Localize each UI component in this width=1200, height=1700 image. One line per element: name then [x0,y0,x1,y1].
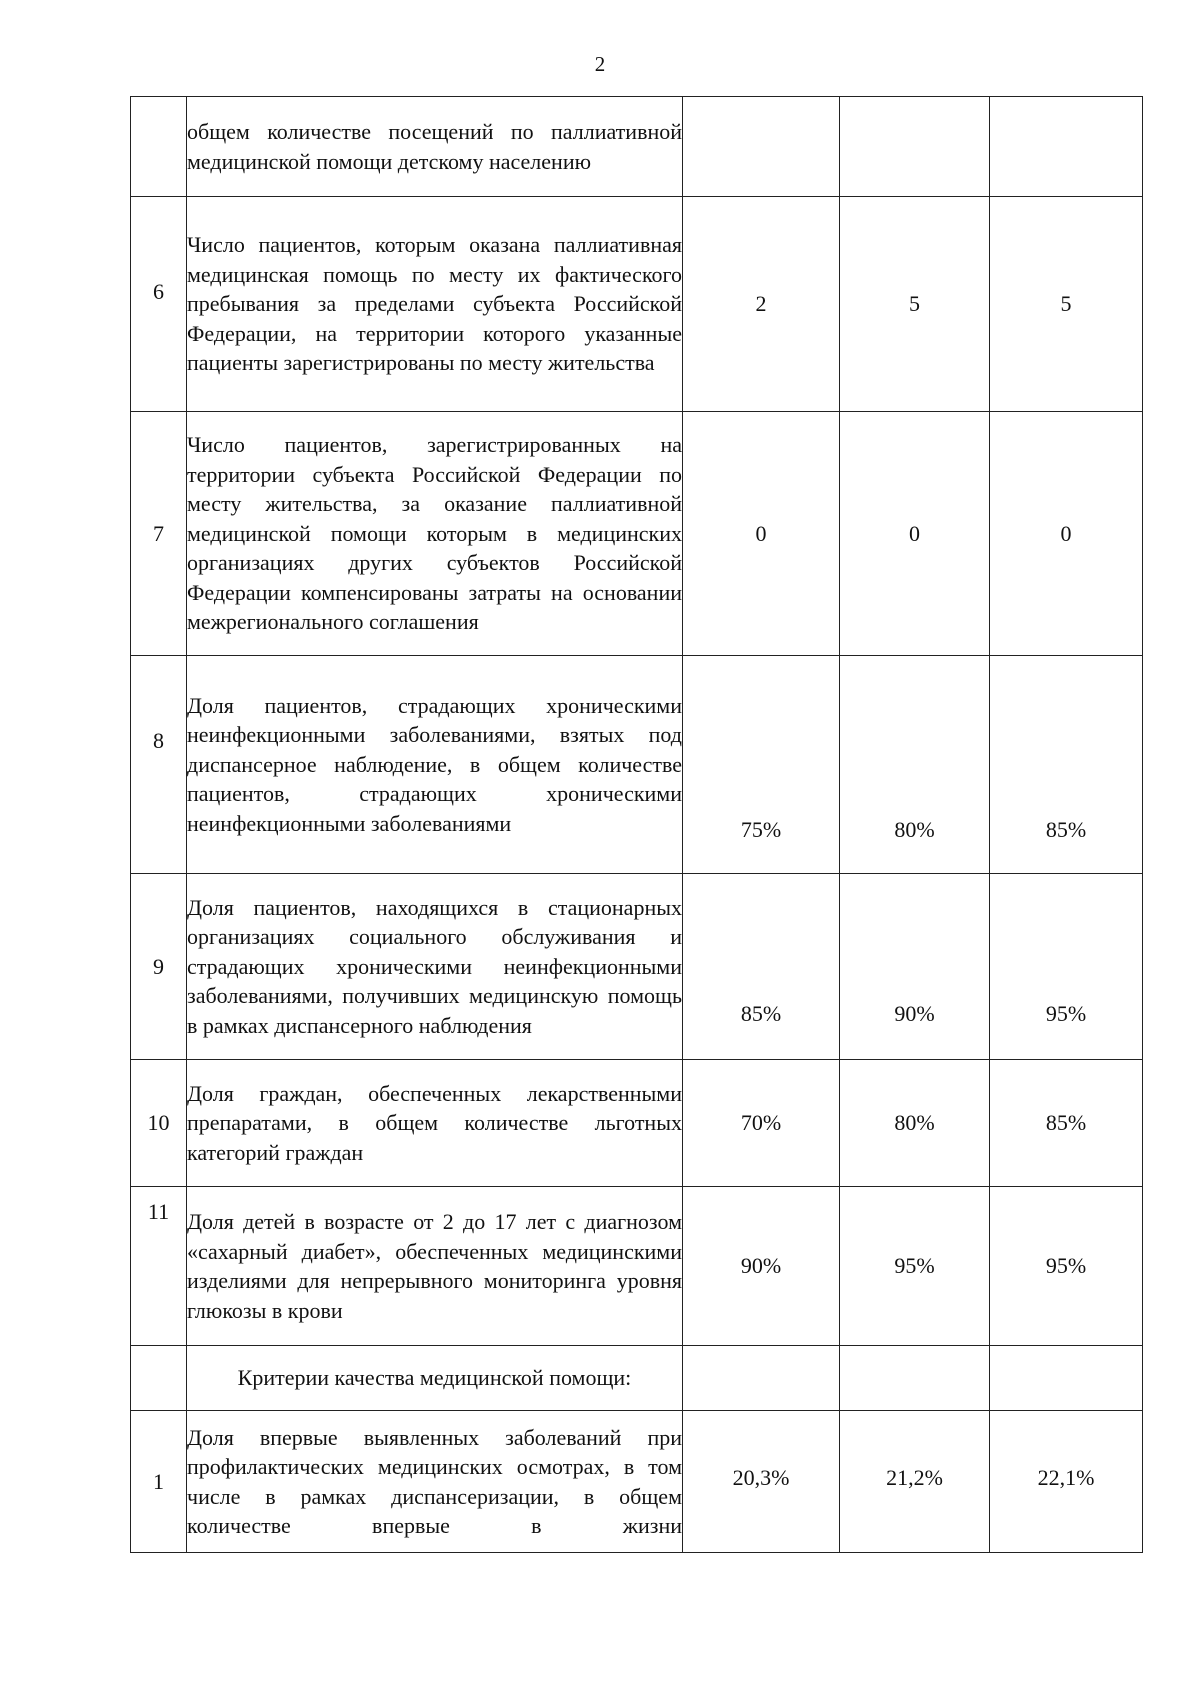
table-row [131,1060,1143,1187]
value-col-1: 0 [683,412,840,656]
value-col-3: 95% [990,1187,1143,1346]
row-number: 7 [131,412,187,656]
page-number: 2 [594,52,606,76]
value-col-3: 85% [990,1060,1143,1187]
row-description: Доля пациентов, страдающих хроническими неинфекционными заболеваниями, взятых под диспансерное наблюдение, в общем количестве пациентов, страдающих хроническими неинфекционными заболеваниями [187,656,683,874]
row-description: Доля детей в возрасте от 2 до 17 лет с диагнозом «сахарный диабет», обеспеченных медицинскими изделиями для непрерывного мониторинга уровня глюкозы в крови [187,1187,683,1346]
value-col-3: 22,1% [990,1411,1143,1553]
value-col-2: 80% [840,656,990,874]
value-col-2: 95% [840,1187,990,1346]
table-row [131,197,1143,412]
value-col-1: 90% [683,1187,840,1346]
row-number: 1 [131,1411,187,1553]
row-description: Число пациентов, зарегистрированных на территории субъекта Российской Федерации по месту жительства, за оказание паллиативной медицинской помощи которым в медицинских организациях других субъектов Российской Федерации компенсированы затраты на основании межрегионального соглашения [187,412,683,656]
row-description: Доля граждан, обеспеченных лекарственными препаратами, в общем количестве льготных категорий граждан [187,1060,683,1187]
row-number: 10 [131,1060,187,1187]
value-col-3 [990,97,1143,197]
row-number: 11 [131,1187,187,1346]
table-row [131,1346,1143,1411]
value-col-1: 2 [683,197,840,412]
row-number: 9 [131,874,187,1060]
row-number: 6 [131,197,187,412]
value-col-1 [683,97,840,197]
value-col-3: 0 [990,412,1143,656]
value-col-2 [840,1346,990,1411]
row-description: Доля впервые выявленных заболеваний при профилактических медицинских осмотрах, в том числе в рамках диспансеризации, в общем количестве впервые в жизни [187,1411,683,1553]
indicators-table [130,96,1143,1553]
row-description: Число пациентов, которым оказана паллиативная медицинская помощь по месту их фактического пребывания за пределами субъекта Российской Федерации, на территории которого указанные пациенты зарегистрированы по месту жительства [187,197,683,412]
value-col-1 [683,1346,840,1411]
value-col-2: 5 [840,197,990,412]
value-col-3 [990,1346,1143,1411]
row-number [131,97,187,197]
value-col-1: 85% [683,874,840,1060]
value-col-2: 90% [840,874,990,1060]
table-row [131,1411,1143,1553]
value-col-1: 75% [683,656,840,874]
value-col-2: 21,2% [840,1411,990,1553]
table-row [131,656,1143,874]
value-col-3: 5 [990,197,1143,412]
row-description: общем количестве посещений по паллиативной медицинской помощи детскому населению [187,97,683,197]
table-row [131,874,1143,1060]
value-col-2: 80% [840,1060,990,1187]
value-col-1: 70% [683,1060,840,1187]
row-number: 8 [131,656,187,874]
value-col-3: 85% [990,656,1143,874]
value-col-2 [840,97,990,197]
table-row [131,97,1143,197]
value-col-1: 20,3% [683,1411,840,1553]
section-heading: Критерии качества медицинской помощи: [187,1346,683,1411]
row-number [131,1346,187,1411]
value-col-3: 95% [990,874,1143,1060]
table-row [131,412,1143,656]
value-col-2: 0 [840,412,990,656]
table-row [131,1187,1143,1346]
row-description: Доля пациентов, находящихся в стационарных организациях социального обслуживания и страдающих хроническими неинфекционными заболеваниями, получивших медицинскую помощь в рамках диспансерного наблюдения [187,874,683,1060]
